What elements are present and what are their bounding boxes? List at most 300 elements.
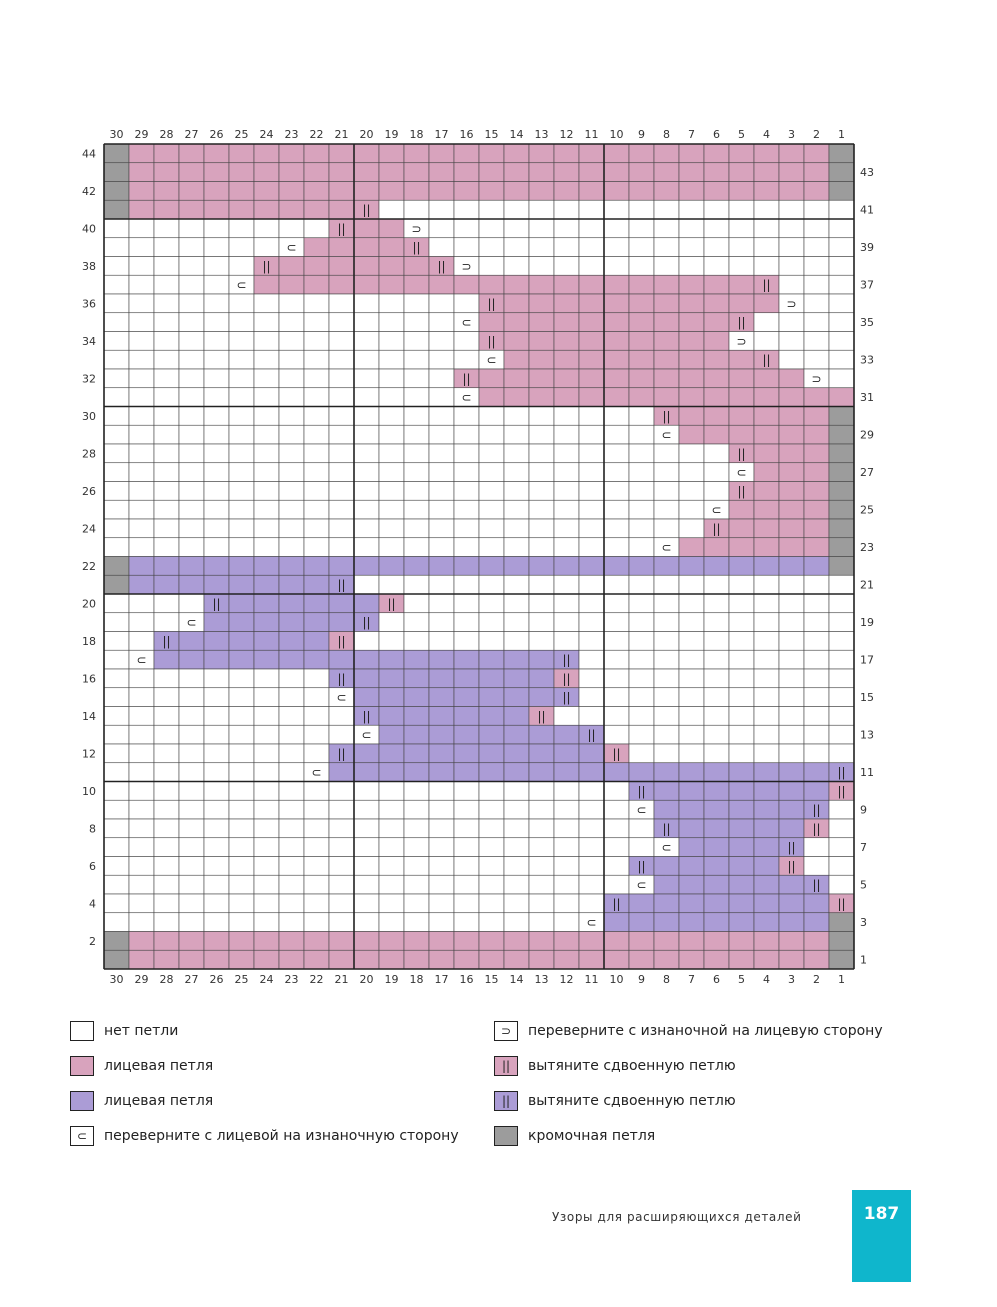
chart-cell: [304, 838, 329, 857]
column-number-bottom: 15: [484, 973, 499, 986]
chart-cell: [454, 800, 479, 819]
cell-symbol: ||: [787, 840, 796, 855]
chart-cell: [379, 444, 404, 463]
chart-cell: [729, 782, 754, 801]
chart-cell: [429, 407, 454, 426]
chart-cell: [654, 388, 679, 407]
chart-cell: [204, 857, 229, 876]
chart-cell: [604, 519, 629, 538]
chart-cell: [329, 257, 354, 276]
chart-cell: [529, 632, 554, 651]
chart-cell: [804, 594, 829, 613]
chart-cell: [579, 350, 604, 369]
chart-cell: [804, 707, 829, 726]
chart-cell: [679, 257, 704, 276]
chart-cell: [104, 688, 129, 707]
chart-cell: [454, 294, 479, 313]
cell-symbol: ||: [812, 803, 821, 818]
chart-cell: [204, 463, 229, 482]
column-number-bottom: 6: [713, 973, 720, 986]
cell-symbol: ||: [562, 653, 571, 668]
chart-cell: [604, 557, 629, 576]
chart-cell: [179, 294, 204, 313]
chart-cell: [129, 632, 154, 651]
chart-cell: [404, 407, 429, 426]
chart-cell: [104, 388, 129, 407]
chart-cell: [454, 725, 479, 744]
chart-cell: [279, 369, 304, 388]
chart-cell: [254, 275, 279, 294]
chart-cell: [179, 463, 204, 482]
chart-cell: [504, 838, 529, 857]
chart-cell: [379, 650, 404, 669]
chart-cell: [229, 463, 254, 482]
chart-cell: [154, 613, 179, 632]
chart-cell: [254, 425, 279, 444]
chart-cell: [179, 332, 204, 351]
chart-cell: [654, 875, 679, 894]
chart-cell: [179, 688, 204, 707]
chart-cell: [254, 632, 279, 651]
row-number-left: 44: [82, 147, 96, 161]
chart-cell: [554, 594, 579, 613]
chart-cell: [279, 350, 304, 369]
chart-cell: [529, 594, 554, 613]
chart-cell: [479, 763, 504, 782]
row-number-right: 29: [860, 428, 874, 442]
chart-cell: [129, 594, 154, 613]
chart-cell: [529, 613, 554, 632]
chart-cell: [204, 950, 229, 969]
chart-cell: [204, 200, 229, 219]
chart-cell: [229, 500, 254, 519]
chart-cell: [204, 725, 229, 744]
chart-cell: [204, 369, 229, 388]
chart-cell: [329, 388, 354, 407]
chart-cell: [479, 575, 504, 594]
chart-cell: [604, 594, 629, 613]
column-number-top: 30: [109, 128, 124, 141]
chart-cell: [354, 894, 379, 913]
chart-cell: [679, 275, 704, 294]
chart-cell: [479, 875, 504, 894]
chart-cell: [529, 669, 554, 688]
chart-cell: [629, 707, 654, 726]
chart-cell: [504, 407, 529, 426]
chart-cell: [704, 538, 729, 557]
chart-cell: [679, 650, 704, 669]
column-number-top: 29: [134, 128, 149, 141]
chart-cell: [429, 613, 454, 632]
chart-cell: [429, 144, 454, 163]
chart-cell: [179, 632, 204, 651]
chart-cell: [204, 800, 229, 819]
chart-cell: [354, 688, 379, 707]
chart-cell: [379, 257, 404, 276]
chart-cell: [629, 594, 654, 613]
chart-cell: [579, 575, 604, 594]
column-number-top: 7: [688, 128, 695, 141]
chart-cell: [404, 463, 429, 482]
column-number-top: 8: [663, 128, 670, 141]
chart-cell: [429, 500, 454, 519]
chart-cell: [779, 650, 804, 669]
chart-cell: [829, 463, 854, 482]
chart-cell: [254, 650, 279, 669]
chart-cell: [154, 313, 179, 332]
chart-cell: [129, 744, 154, 763]
column-number-bottom: 20: [359, 973, 374, 986]
chart-cell: [604, 613, 629, 632]
chart-cell: [754, 763, 779, 782]
chart-cell: [554, 200, 579, 219]
chart-cell: [554, 425, 579, 444]
chart-cell: [504, 800, 529, 819]
chart-cell: [204, 482, 229, 501]
chart-cell: [404, 257, 429, 276]
column-number-top: 19: [384, 128, 399, 141]
chart-cell: [279, 875, 304, 894]
chart-cell: [579, 932, 604, 951]
chart-cell: [504, 163, 529, 182]
row-number-left: 6: [89, 859, 96, 873]
chart-cell: [579, 219, 604, 238]
chart-cell: [654, 800, 679, 819]
chart-cell: [554, 463, 579, 482]
chart-cell: [329, 763, 354, 782]
row-number-right: 1: [860, 953, 867, 967]
chart-cell: [104, 144, 129, 163]
chart-cell: [529, 857, 554, 876]
chart-cell: [254, 182, 279, 201]
column-number-bottom: 7: [688, 973, 695, 986]
chart-cell: [404, 819, 429, 838]
chart-cell: [204, 144, 229, 163]
chart-cell: [129, 669, 154, 688]
chart-cell: [104, 800, 129, 819]
chart-cell: [379, 575, 404, 594]
chart-cell: [129, 332, 154, 351]
chart-cell: [329, 650, 354, 669]
chart-cell: [729, 819, 754, 838]
chart-cell: [154, 725, 179, 744]
chart-cell: [629, 932, 654, 951]
chart-cell: [829, 519, 854, 538]
chart-cell: [179, 238, 204, 257]
chart-cell: [529, 257, 554, 276]
chart-cell: [629, 688, 654, 707]
chart-cell: [804, 650, 829, 669]
chart-cell: [379, 838, 404, 857]
chart-cell: [154, 800, 179, 819]
chart-cell: [604, 275, 629, 294]
chart-cell: [404, 688, 429, 707]
chart-cell: [554, 332, 579, 351]
chart-cell: [779, 800, 804, 819]
chart-cell: [379, 482, 404, 501]
chart-cell: [204, 838, 229, 857]
chart-cell: [729, 407, 754, 426]
chart-cell: [204, 763, 229, 782]
chart-cell: [679, 838, 704, 857]
chart-cell: [804, 294, 829, 313]
chart-cell: [829, 575, 854, 594]
chart-cell: [254, 407, 279, 426]
cell-symbol: ⊂: [336, 690, 347, 705]
chart-cell: [404, 313, 429, 332]
chart-cell: [579, 313, 604, 332]
chart-cell: [279, 200, 304, 219]
chart-cell: [329, 800, 354, 819]
chart-cell: [804, 350, 829, 369]
page-number: 187: [852, 1190, 911, 1282]
chart-cell: [404, 782, 429, 801]
cell-symbol: ||: [462, 371, 471, 386]
chart-cell: [754, 388, 779, 407]
chart-cell: [229, 632, 254, 651]
chart-cell: [679, 425, 704, 444]
chart-cell: [754, 613, 779, 632]
chart-cell: [604, 463, 629, 482]
chart-cell: [354, 163, 379, 182]
chart-cell: [254, 669, 279, 688]
chart-cell: [604, 313, 629, 332]
row-number-left: 10: [82, 784, 96, 798]
chart-cell: [454, 182, 479, 201]
chart-cell: [404, 894, 429, 913]
chart-cell: [204, 932, 229, 951]
chart-cell: [304, 594, 329, 613]
chart-cell: [554, 575, 579, 594]
chart-cell: [479, 725, 504, 744]
row-number-left: 38: [82, 259, 96, 273]
chart-cell: [354, 313, 379, 332]
chart-cell: [529, 782, 554, 801]
chart-cell: [529, 538, 554, 557]
chart-cell: [354, 932, 379, 951]
chart-cell: [754, 444, 779, 463]
row-number-left: 14: [82, 709, 96, 723]
chart-cell: [179, 575, 204, 594]
chart-cell: [579, 819, 604, 838]
chart-cell: [254, 594, 279, 613]
chart-cell: [554, 369, 579, 388]
chart-cell: [279, 482, 304, 501]
chart-cell: [404, 144, 429, 163]
chart-cell: [729, 650, 754, 669]
chart-cell: [604, 238, 629, 257]
chart-cell: [279, 613, 304, 632]
chart-cell: [754, 144, 779, 163]
chart-cell: [154, 650, 179, 669]
chart-cell: [279, 950, 304, 969]
chart-cell: [529, 350, 554, 369]
chart-cell: [129, 688, 154, 707]
chart-cell: [479, 407, 504, 426]
chart-cell: [254, 463, 279, 482]
chart-cell: [804, 313, 829, 332]
chart-cell: [354, 744, 379, 763]
chart-cell: [529, 463, 554, 482]
chart-cell: [629, 257, 654, 276]
chart-cell: [679, 519, 704, 538]
chart-cell: [679, 819, 704, 838]
chart-cell: [254, 538, 279, 557]
chart-cell: [679, 707, 704, 726]
chart-cell: [179, 950, 204, 969]
chart-cell: [654, 894, 679, 913]
chart-cell: [579, 538, 604, 557]
chart-cell: [454, 332, 479, 351]
chart-cell: [354, 144, 379, 163]
chart-cell: [329, 182, 354, 201]
chart-cell: [504, 369, 529, 388]
chart-cell: [154, 763, 179, 782]
chart-cell: [179, 782, 204, 801]
cell-symbol: ⊂: [636, 803, 647, 818]
chart-cell: [529, 819, 554, 838]
chart-cell: [704, 725, 729, 744]
chart-cell: [329, 200, 354, 219]
cell-symbol: ⊂: [636, 878, 647, 893]
chart-cell: [454, 688, 479, 707]
chart-cell: [229, 257, 254, 276]
chart-cell: [754, 407, 779, 426]
chart-cell: [604, 482, 629, 501]
chart-cell: [104, 519, 129, 538]
chart-cell: [279, 932, 304, 951]
chart-cell: [104, 444, 129, 463]
chart-cell: [104, 875, 129, 894]
chart-cell: [454, 913, 479, 932]
chart-cell: [729, 688, 754, 707]
chart-cell: [829, 332, 854, 351]
chart-cell: [579, 425, 604, 444]
chart-cell: [404, 650, 429, 669]
chart-cell: [404, 294, 429, 313]
chart-cell: [204, 332, 229, 351]
chart-cell: [579, 182, 604, 201]
chart-cell: [629, 350, 654, 369]
chart-cell: [729, 894, 754, 913]
chart-cell: [779, 538, 804, 557]
chart-cell: [154, 669, 179, 688]
chart-cell: [154, 782, 179, 801]
chart-cell: [254, 782, 279, 801]
chart-cell: [629, 313, 654, 332]
chart-cell: [729, 613, 754, 632]
chart-cell: [554, 350, 579, 369]
chart-cell: [379, 294, 404, 313]
column-number-top: 2: [813, 128, 820, 141]
chart-cell: [504, 519, 529, 538]
chart-cell: [779, 894, 804, 913]
chart-cell: [229, 894, 254, 913]
chart-cell: [554, 613, 579, 632]
chart-cell: [104, 894, 129, 913]
chart-cell: [379, 800, 404, 819]
chart-cell: [229, 857, 254, 876]
chart-cell: [554, 313, 579, 332]
chart-cell: [154, 500, 179, 519]
chart-cell: [479, 744, 504, 763]
chart-cell: [429, 369, 454, 388]
chart-cell: [179, 538, 204, 557]
chart-cell: [229, 575, 254, 594]
chart-cell: [329, 594, 354, 613]
chart-cell: [679, 294, 704, 313]
chart-cell: [629, 538, 654, 557]
chart-cell: [529, 238, 554, 257]
chart-cell: [704, 275, 729, 294]
legend-item-turn-rs-ws: [70, 1125, 459, 1147]
cell-symbol: ⊂: [711, 503, 722, 518]
chart-cell: [704, 650, 729, 669]
chart-cell: [454, 238, 479, 257]
chart-cell: [229, 838, 254, 857]
chart-cell: [154, 575, 179, 594]
chart-cell: [279, 538, 304, 557]
chart-cell: [504, 632, 529, 651]
chart-cell: [254, 932, 279, 951]
chart-cell: [404, 425, 429, 444]
chart-cell: [504, 744, 529, 763]
chart-cell: [454, 575, 479, 594]
chart-cell: [704, 857, 729, 876]
chart-cell: [304, 744, 329, 763]
chart-cell: [254, 144, 279, 163]
chart-cell: [429, 519, 454, 538]
chart-cell: [729, 369, 754, 388]
chart-cell: [354, 875, 379, 894]
chart-cell: [404, 500, 429, 519]
chart-cell: [654, 594, 679, 613]
chart-cell: [179, 519, 204, 538]
chart-cell: [379, 500, 404, 519]
chart-cell: [204, 688, 229, 707]
chart-cell: [454, 482, 479, 501]
row-number-left: 16: [82, 672, 96, 686]
chart-cell: [829, 144, 854, 163]
chart-cell: [379, 407, 404, 426]
cell-symbol: ||: [387, 596, 396, 611]
column-number-bottom: 13: [534, 973, 549, 986]
chart-cell: [504, 425, 529, 444]
chart-cell: [779, 200, 804, 219]
chart-cell: [379, 182, 404, 201]
chart-cell: [229, 313, 254, 332]
chart-cell: [454, 932, 479, 951]
cell-symbol: ||: [212, 596, 221, 611]
chart-cell: [179, 275, 204, 294]
row-number-right: 3: [860, 916, 867, 930]
chart-cell: [554, 219, 579, 238]
chart-cell: [554, 632, 579, 651]
chart-cell: [704, 800, 729, 819]
chart-cell: [229, 763, 254, 782]
chart-cell: [629, 632, 654, 651]
chart-cell: [379, 350, 404, 369]
chart-cell: [654, 350, 679, 369]
chart-cell: [354, 800, 379, 819]
chart-cell: [454, 407, 479, 426]
chart-cell: [204, 388, 229, 407]
row-number-left: 40: [82, 222, 96, 236]
chart-cell: [829, 425, 854, 444]
chart-cell: [679, 388, 704, 407]
chart-cell: [704, 688, 729, 707]
chart-cell: [529, 500, 554, 519]
